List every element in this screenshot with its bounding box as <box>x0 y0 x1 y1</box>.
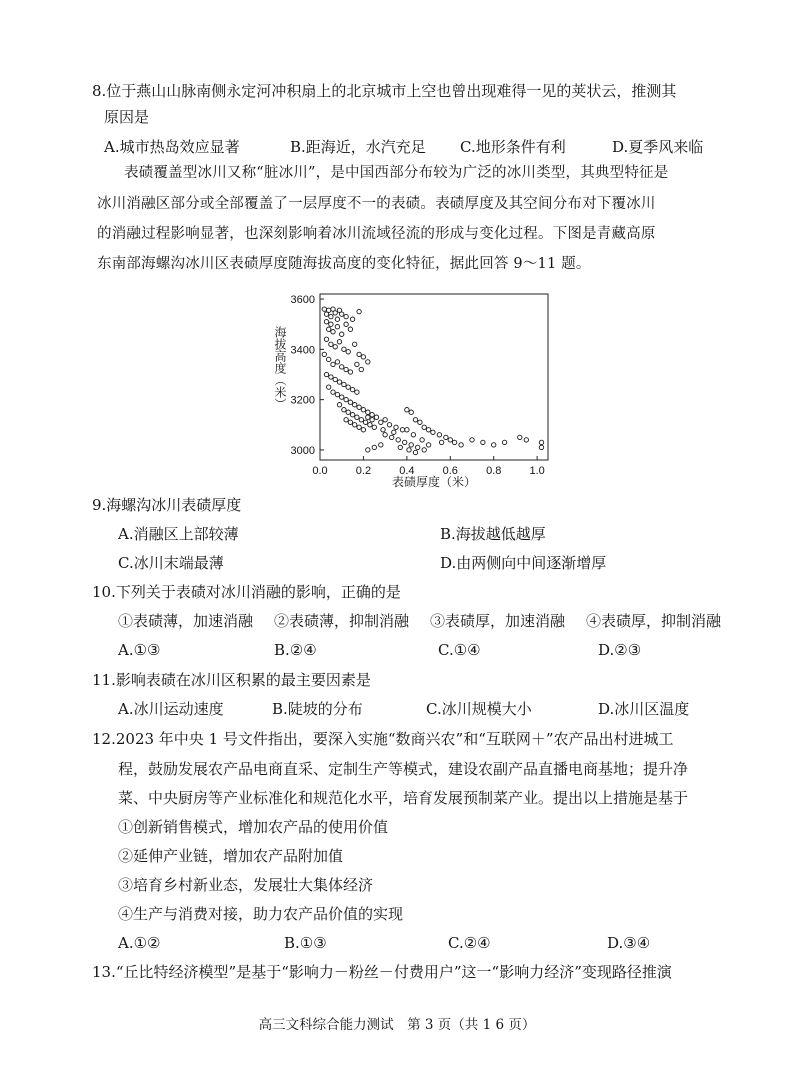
y-axis-ticks <box>291 294 324 457</box>
x-tick-label: 0.8 <box>486 465 502 477</box>
data-point <box>344 418 348 422</box>
x-tick-label: 0.0 <box>312 465 328 477</box>
data-point <box>502 440 506 444</box>
data-point <box>366 410 370 414</box>
data-point <box>405 408 409 412</box>
y-tick-label: 3200 <box>290 394 315 407</box>
data-point <box>370 418 374 422</box>
q12-item-4: ④生产与消费对接，助力农产品价值的实现 <box>118 905 404 923</box>
q9-option-d: D.由两侧向中间逐渐增厚 <box>440 554 607 572</box>
data-point <box>353 423 357 427</box>
data-point <box>324 320 328 324</box>
data-point <box>350 387 354 391</box>
data-point <box>324 372 328 376</box>
data-point <box>335 360 339 364</box>
data-point <box>361 408 365 412</box>
data-point <box>344 314 348 318</box>
data-point <box>361 428 365 432</box>
data-point <box>340 332 344 336</box>
data-point <box>539 440 543 444</box>
data-point <box>322 352 326 356</box>
q9-option-b: B.海拔越低越厚 <box>440 525 546 543</box>
data-point <box>418 420 422 424</box>
q8-option-a: A.城市热岛效应显著 <box>104 138 240 156</box>
data-point <box>444 435 448 439</box>
data-point <box>324 337 328 341</box>
data-point <box>333 311 337 315</box>
data-point <box>379 443 383 447</box>
data-points <box>322 307 544 455</box>
page-footer: 高三文科综合能力测试 第 3 页（共 1 6 页） <box>258 1017 536 1033</box>
x-tick-label: 0.2 <box>355 465 372 477</box>
q10-stem: 10.下列关于表碛对冰川消融的影响，正确的是 <box>92 583 401 601</box>
data-point <box>539 445 543 449</box>
q11-option-b: B.陡坡的分布 <box>272 700 363 718</box>
data-point <box>357 405 361 409</box>
data-point <box>400 428 404 432</box>
data-point <box>355 415 359 419</box>
q11-option-d: D.冰川区温度 <box>598 700 690 718</box>
data-point <box>361 355 365 359</box>
data-point <box>403 440 407 444</box>
q12-item-2: ②延伸产业链，增加农产品附加值 <box>118 847 344 865</box>
x-tick-label: 1.0 <box>529 465 545 477</box>
data-point <box>342 382 346 386</box>
data-point <box>331 362 335 366</box>
data-point <box>420 438 424 442</box>
data-point <box>396 438 400 442</box>
data-point <box>357 425 361 429</box>
data-point <box>383 433 387 437</box>
data-point <box>348 400 352 404</box>
y-tick-label: 3400 <box>290 344 315 357</box>
data-point <box>346 410 350 414</box>
moraine-thickness-scatter-chart <box>268 286 558 492</box>
data-point <box>452 440 456 444</box>
data-point <box>344 322 348 326</box>
x-tick-label: 0.4 <box>399 465 415 477</box>
data-point <box>426 428 430 432</box>
q11-option-a: A.冰川运动速度 <box>118 700 224 718</box>
data-point <box>366 360 370 364</box>
y-tick-label: 3600 <box>290 294 315 307</box>
q12-option-a: A.①② <box>118 934 161 952</box>
data-point <box>411 433 415 437</box>
data-point <box>357 309 361 313</box>
data-point <box>398 445 402 449</box>
data-point <box>335 317 339 321</box>
data-point <box>394 425 398 429</box>
q10-option-a: A.①③ <box>118 641 161 659</box>
data-point <box>348 327 352 331</box>
data-point <box>335 325 339 329</box>
data-point <box>448 438 452 442</box>
q12-stem-line2: 程，鼓励发展农产品电商直采、定制生产等模式，建设农副产品直播电商基地；提升净 <box>118 760 689 778</box>
data-point <box>459 443 463 447</box>
q13-stem-line1: 13.“丘比特经济模型”是基于“影响力－粉丝－付费用户”这一“影响力经济”变现路径推演 <box>92 963 672 981</box>
data-point <box>350 317 354 321</box>
data-point <box>340 395 344 399</box>
q8-stem-line1: 8.位于燕山山脉南侧永定河冲积扇上的北京城市上空也曾出现难得一见的荚状云，推测其 <box>92 82 677 100</box>
data-point <box>374 415 378 419</box>
data-point <box>322 307 326 311</box>
q10-option-d: D.②③ <box>598 641 642 659</box>
y-axis-label: 海拔高度（米） <box>273 326 287 410</box>
data-point <box>470 438 474 442</box>
data-point <box>413 418 417 422</box>
data-point <box>409 443 413 447</box>
q10-item-4: ④表碛厚，抑制消融 <box>586 612 722 630</box>
q10-item-1: ①表碛薄，加速消融 <box>118 612 254 630</box>
data-point <box>372 425 376 429</box>
q10-option-b: B.②④ <box>274 641 317 659</box>
data-point <box>381 428 385 432</box>
data-point <box>329 375 333 379</box>
passage-line4: 东南部海螺沟冰川区表碛厚度随海拔高度的变化特征，据此回答 9～11 题。 <box>97 256 591 272</box>
passage-line1: 表碛覆盖型冰川又称“脏冰川”，是中国西部分布较为广泛的冰川类型，其典型特征是 <box>124 165 669 181</box>
data-point <box>366 448 370 452</box>
data-point <box>348 370 352 374</box>
data-point <box>344 367 348 371</box>
data-point <box>437 433 441 437</box>
data-point <box>335 392 339 396</box>
data-point <box>344 397 348 401</box>
data-point <box>342 347 346 351</box>
data-point <box>366 415 370 419</box>
passage-line3: 的消融过程影响显著，也深刻影响着冰川流域径流的形成与变化过程。下图是青藏高原 <box>97 226 656 242</box>
data-point <box>481 440 485 444</box>
data-point <box>346 350 350 354</box>
data-point <box>357 352 361 356</box>
data-point <box>327 357 331 361</box>
data-point <box>518 435 522 439</box>
q9-stem: 9.海螺沟冰川表碛厚度 <box>92 496 242 514</box>
q11-option-c: C.冰川规模大小 <box>426 700 532 718</box>
data-point <box>337 340 341 344</box>
data-point <box>407 448 411 452</box>
q9-option-c: C.冰川末端最薄 <box>118 554 224 572</box>
x-axis-ticks <box>312 456 544 477</box>
data-point <box>329 322 333 326</box>
q8-option-c: C.地形条件有利 <box>460 138 566 156</box>
q9-option-a: A.消融区上部较薄 <box>118 525 239 543</box>
data-point <box>340 312 344 316</box>
data-point <box>337 380 341 384</box>
data-point <box>370 413 374 417</box>
q12-option-c: C.②④ <box>448 934 491 952</box>
data-point <box>329 342 333 346</box>
data-point <box>431 430 435 434</box>
data-point <box>372 445 376 449</box>
data-point <box>337 403 341 407</box>
data-point <box>348 420 352 424</box>
data-point <box>439 440 443 444</box>
q12-stem-line1: 12.2023 年中央 1 号文件指出，要深入实施“数商兴农”和“互联网＋”农产品出村进城工 <box>92 730 674 748</box>
data-point <box>363 420 367 424</box>
q10-option-c: C.①④ <box>438 641 481 659</box>
data-point <box>524 438 528 442</box>
q8-option-b: B.距海近，水汽充足 <box>290 138 426 156</box>
q8-option-d: D.夏季风来临 <box>612 138 704 156</box>
data-point <box>359 418 363 422</box>
data-point <box>390 435 394 439</box>
q10-item-2: ②表碛薄，抑制消融 <box>274 612 410 630</box>
q12-option-d: D.③④ <box>607 934 651 952</box>
q11-stem: 11.影响表碛在冰川区积累的最主要因素是 <box>92 671 371 689</box>
data-point <box>368 423 372 427</box>
data-point <box>416 445 420 449</box>
data-point <box>353 403 357 407</box>
data-point <box>355 362 359 366</box>
q12-option-b: B.①③ <box>284 934 327 952</box>
data-point <box>409 410 413 414</box>
q10-item-3: ③表碛厚，加速消融 <box>430 612 566 630</box>
data-point <box>331 390 335 394</box>
data-point <box>327 385 331 389</box>
data-point <box>350 413 354 417</box>
data-point <box>346 385 350 389</box>
x-tick-label: 0.6 <box>442 465 458 477</box>
data-point <box>333 377 337 381</box>
data-point <box>387 423 391 427</box>
data-point <box>422 448 426 452</box>
data-point <box>426 443 430 447</box>
data-point <box>329 314 333 318</box>
data-point <box>331 330 335 334</box>
x-axis-label: 表碛厚度（米） <box>391 475 477 489</box>
data-point <box>405 428 409 432</box>
data-point <box>353 342 357 346</box>
data-point <box>340 365 344 369</box>
data-point <box>327 308 331 312</box>
data-point <box>383 418 387 422</box>
data-point <box>379 420 383 424</box>
passage-line2: 冰川消融区部分或全部覆盖了一层厚度不一的表碛。表碛厚度及其空间分布对下覆冰川 <box>97 196 656 212</box>
q12-stem-line3: 菜、中央厨房等产业标准化和规范化水平，培育发展预制菜产业。提出以上措施是基于 <box>118 789 689 807</box>
data-point <box>342 408 346 412</box>
q12-item-1: ①创新销售模式，增加农产品的使用价值 <box>118 818 389 836</box>
data-point <box>422 425 426 429</box>
data-point <box>333 345 337 349</box>
data-point <box>492 443 496 447</box>
data-point <box>355 390 359 394</box>
data-point <box>392 430 396 434</box>
y-tick-label: 3000 <box>290 444 315 457</box>
data-point <box>327 327 331 331</box>
data-point <box>359 367 363 371</box>
data-point <box>413 450 417 454</box>
q12-item-3: ③培育乡村新业态，发展壮大集体经济 <box>118 876 374 894</box>
q8-stem-line2: 原因是 <box>104 108 150 126</box>
